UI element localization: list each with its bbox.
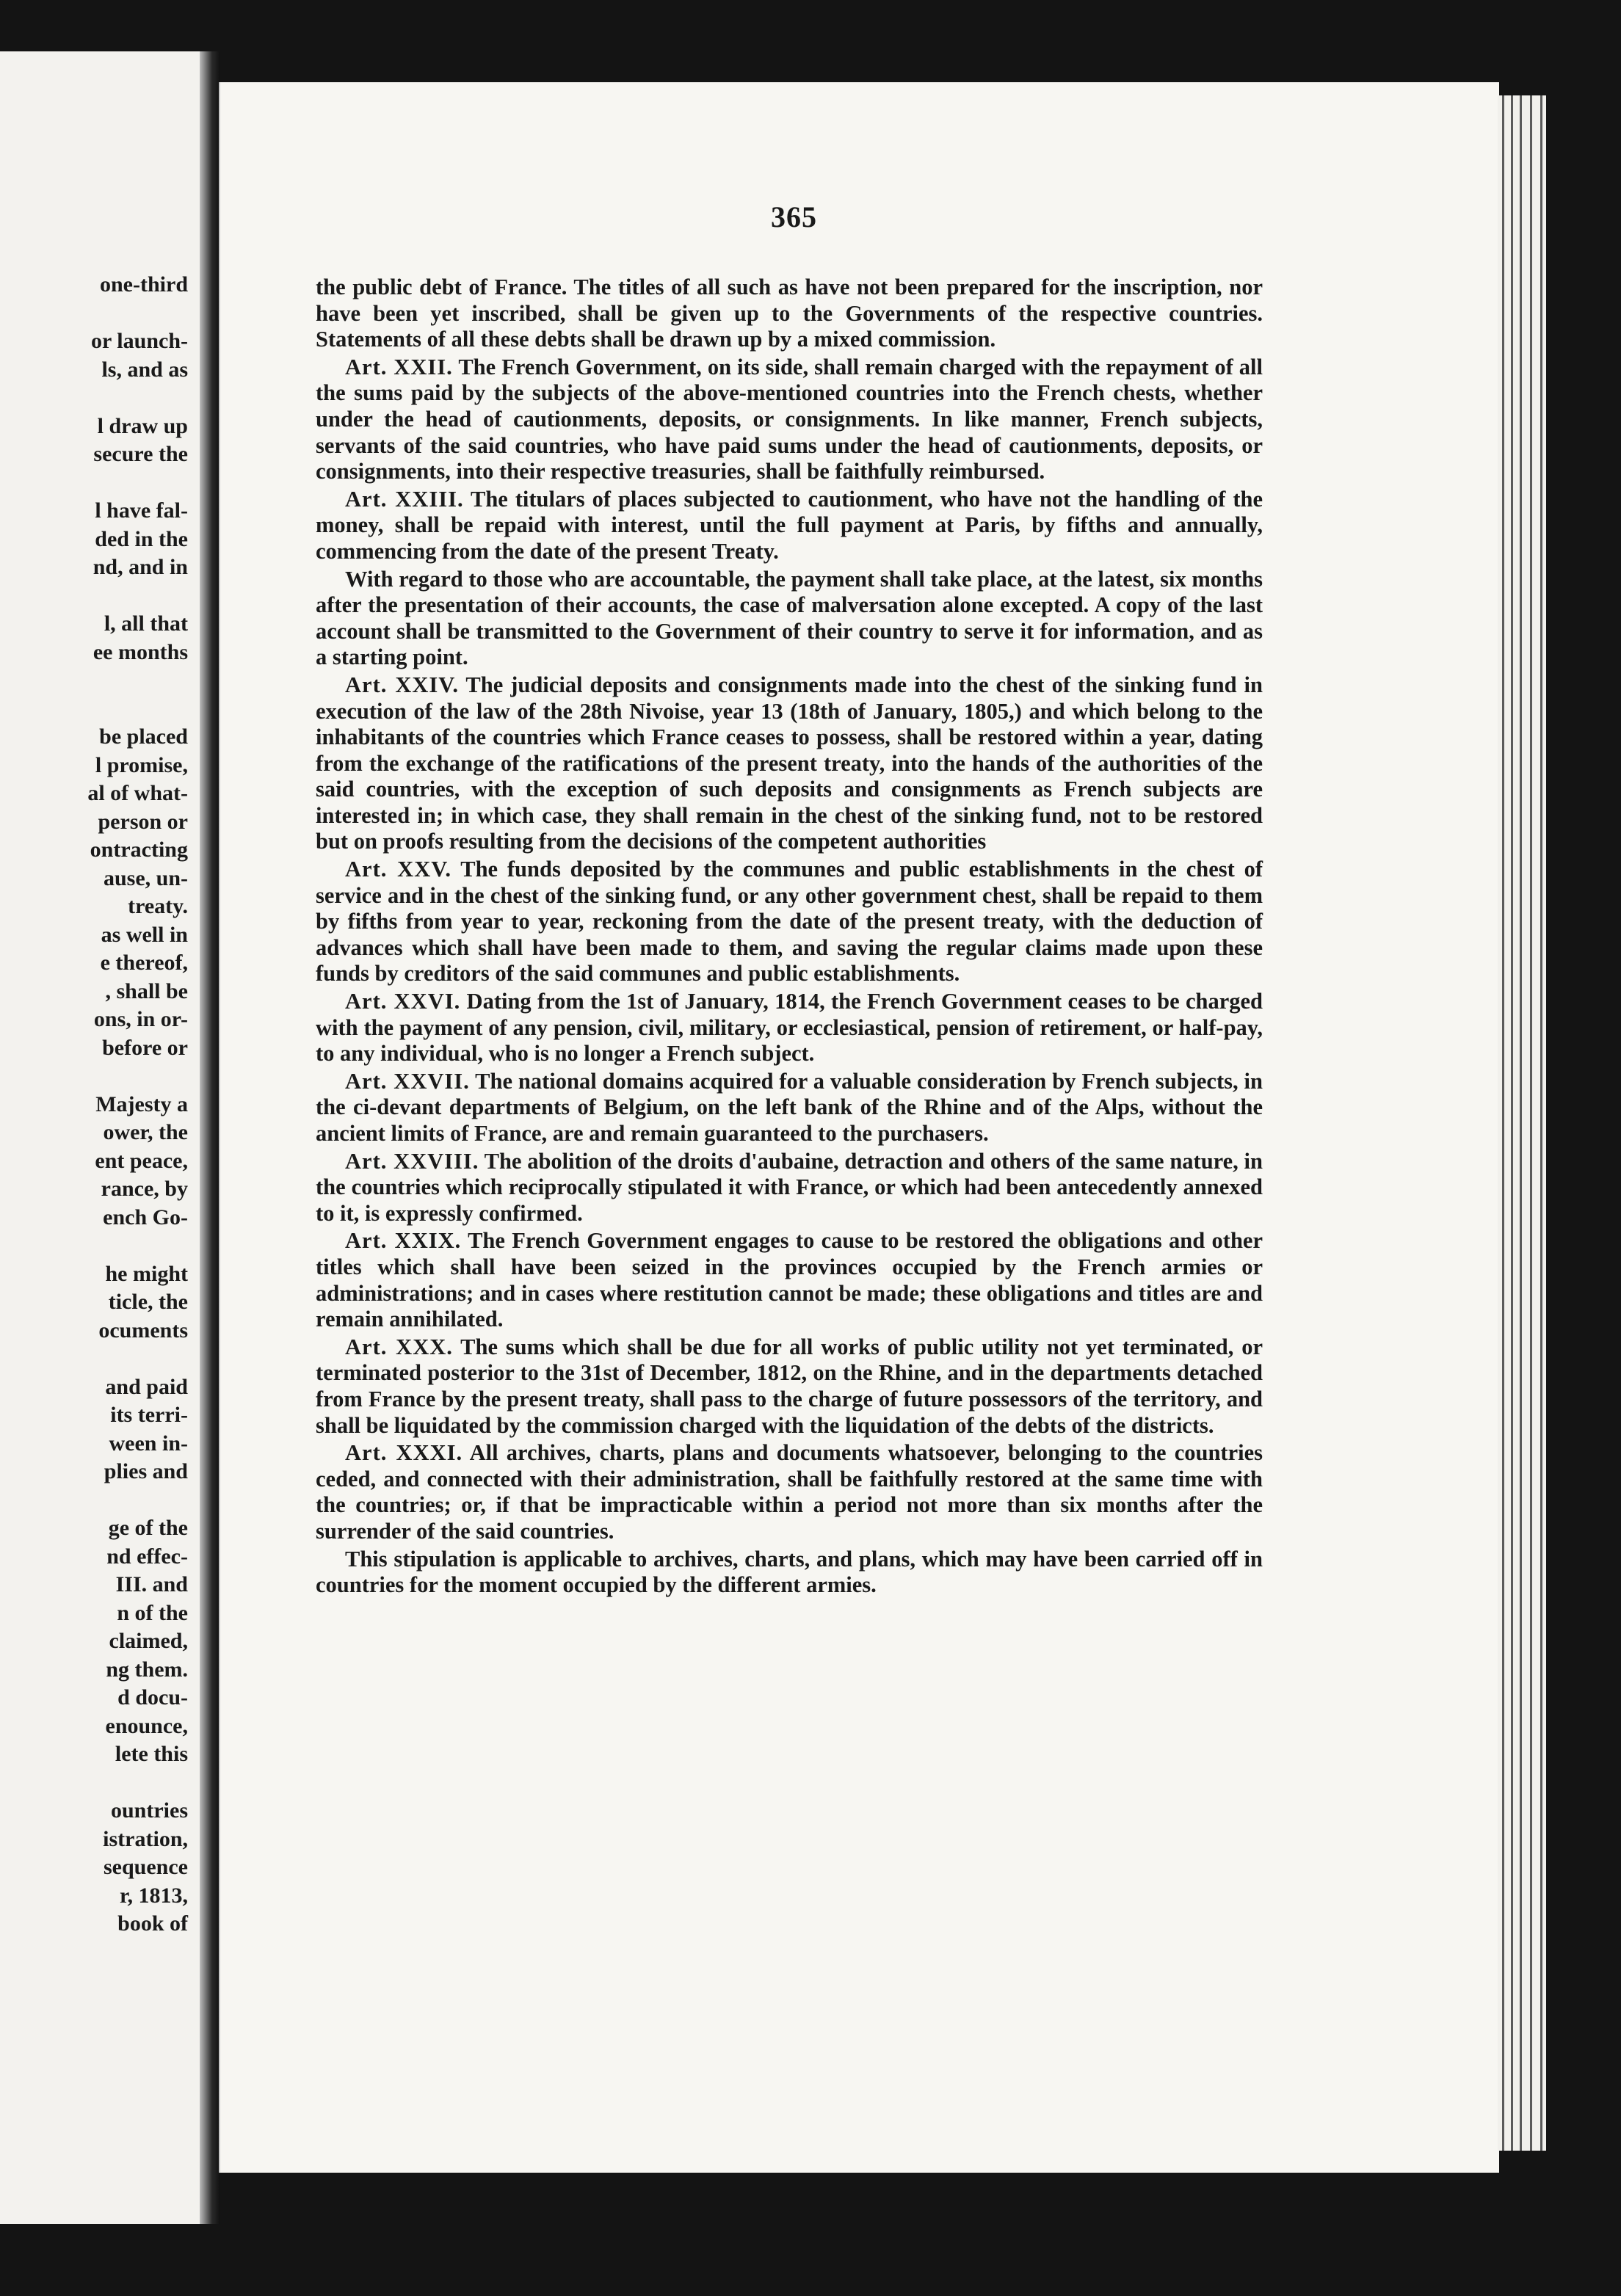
- page-edge-line: [1530, 95, 1532, 2151]
- article-text: This stipulation is applicable to archives, charts, and plans, which may have been carried off in countries for the moment occupied by the different armies.: [316, 1546, 1263, 1598]
- left-page-line: treaty.: [128, 894, 188, 918]
- page-number: 365: [771, 200, 817, 233]
- article-paragraph: [316, 1547, 1263, 1599]
- left-page-line: l, all that: [104, 611, 188, 636]
- article-paragraph: [316, 1069, 1263, 1147]
- article-text: With regard to those who are accountable, the payment shall take place, at the latest, six months after the presentation of their accounts, the case of malversation alone excepted. A copy of the last account shall be transmitted to the Government of their country to serve it for information, and as a starting point.: [316, 566, 1263, 670]
- left-page-line: ween in-: [109, 1431, 188, 1456]
- article-text: The funds deposited by the communes and public establishments in the chest of service and in the chest of the sinking fund, or any other government chest, shall be repaid to them by fifths from year to year, reckoning from the date of the present treaty, with the deduction of advances which shall have been made to them, and saving the regular claims made upon these funds by creditors of the said communes and public establishments.: [316, 857, 1263, 987]
- left-page-line: III. and: [115, 1572, 188, 1596]
- left-page-line: d docu-: [117, 1685, 188, 1710]
- article-paragraph: [316, 672, 1263, 855]
- left-page-line: one-third: [100, 272, 188, 297]
- left-page-line: before or: [102, 1035, 188, 1060]
- left-page-line: secure the: [93, 442, 188, 466]
- left-page-line: claimed,: [109, 1629, 188, 1653]
- left-page-line: ause, un-: [103, 865, 188, 890]
- left-page-line: ons, in or-: [93, 1007, 188, 1031]
- article-label: Art. XXIX.: [345, 1228, 462, 1254]
- article-text: The abolition of the droits d'aubaine, detraction and others of the same nature, in the countries which reciprocally stipulated it with France, or which had been antecedently annexed to it, is expressly confirmed.: [316, 1148, 1263, 1226]
- left-page-line: ng them.: [106, 1657, 188, 1682]
- article-paragraph: [316, 1149, 1263, 1227]
- article-label: Art. XXII.: [345, 354, 453, 379]
- article-paragraph: [316, 989, 1263, 1067]
- left-page-line: enounce,: [105, 1713, 188, 1738]
- left-page-line: ontracting: [90, 838, 188, 862]
- left-page-line: as well in: [101, 922, 188, 947]
- page-edge-line: [1511, 95, 1513, 2151]
- article-text: Dating from the 1st of January, 1814, the French Government ceases to be charged with the payment of any pension, civil, military, or ecclesiastical, pension of retirement, or half-pay, to any individual, who is no longer a French subject.: [316, 989, 1263, 1067]
- left-page-line: ded in the: [95, 526, 188, 551]
- left-page-line: he might: [105, 1261, 188, 1286]
- left-page-line: n of the: [117, 1600, 188, 1625]
- article-text: The national domains acquired for a valuable consideration by French subjects, in the ci-devant departments of Belgium, on the left bank of the Rhine and of the Alps, without the ancient limits of France, are and remain guaranteed to the purchasers.: [316, 1068, 1263, 1146]
- article-label: Art. XXXI.: [345, 1440, 463, 1466]
- article-label: Art. XXVII.: [345, 1068, 470, 1094]
- article-paragraph: [316, 487, 1263, 565]
- left-page-line: person or: [98, 809, 188, 834]
- page-edge-line: [1520, 95, 1522, 2151]
- left-page-line: r, 1813,: [119, 1883, 188, 1908]
- article-text: The judicial deposits and consignments made into the chest of the sinking fund in execution of the law of the 28th Nivoise, year 13 (18th of January, 1805,) and which belong to the inhabitants of the countries which France ceases to possess, shall be restored within a year, dating from the exchange of the ratifications of the present treaty, into the hands of the authorities of the said countries, with the exception of such deposits and consignments as French subjects are interested in; in which case, they shall remain in the chest of the sinking fund, not to be restored but on proofs resulting from the decisions of the competent authorities: [316, 672, 1263, 854]
- left-page-line: lete this: [115, 1742, 188, 1766]
- left-page-line: ountries: [111, 1798, 188, 1823]
- left-page-line: al of what-: [87, 781, 188, 805]
- page-edge-line: [1540, 95, 1542, 2151]
- left-page-line: ls, and as: [101, 357, 188, 382]
- book-gutter: [200, 51, 220, 2224]
- left-page-line: ower, the: [103, 1120, 188, 1144]
- left-page-line: ocuments: [98, 1318, 188, 1343]
- article-text: All archives, charts, plans and documents whatsoever, belonging to the countries ceded, and connected with their administration, shall be faithfully restored at the same time with the countries; or, if that be impracticable within a period not more than six months after the surrender of the said countries.: [316, 1440, 1263, 1544]
- left-page-line: sequence: [104, 1855, 188, 1879]
- article-paragraph: [316, 567, 1263, 671]
- left-page-line: its terri-: [110, 1403, 188, 1427]
- left-facing-page: [0, 51, 202, 2224]
- left-page-line: , shall be: [105, 978, 188, 1003]
- article-text: The titulars of places subjected to cautionment, who have not the handling of the money, shall be repaid with interest, until the full payment at Paris, by fifths and annually, commencing from the date of the present Treaty.: [316, 486, 1263, 564]
- article-label: Art. XXIV.: [345, 672, 459, 697]
- left-page-line: plies and: [104, 1459, 188, 1483]
- page-edge-line: [1502, 95, 1504, 2151]
- left-page-line: ticle, the: [108, 1290, 188, 1314]
- article-label: Art. XXIII.: [345, 486, 464, 512]
- article-text: The sums which shall be due for all works of public utility not yet terminated, or terminated posterior to the 31st of December, 1812, on the Rhine, and in the departments detached from France by the present treaty, shall pass to the charge of future possessors of the territory, and shall be liquidated by the commission charged with the liquidation of the debts of the districts.: [316, 1334, 1263, 1438]
- article-text: The French Government engages to cause to be restored the obligations and other titles which shall have been seized in the provinces occupied by the French armies or administrations; and in cases where restitution cannot be made; these obligations and titles are and remain annihilated.: [316, 1228, 1263, 1332]
- left-page-line: nd, and in: [93, 555, 188, 579]
- article-label: Art. XXVI.: [345, 989, 461, 1014]
- article-label: Art. XXV.: [345, 857, 452, 882]
- left-page-line: or launch-: [91, 329, 188, 353]
- left-page-line: l promise,: [95, 752, 188, 777]
- treaty-text: [316, 275, 1263, 1600]
- left-page-line: l draw up: [97, 413, 188, 438]
- left-page-line: rance, by: [101, 1177, 188, 1201]
- article-paragraph: [316, 1228, 1263, 1332]
- article-text: the public debt of France. The titles of all such as have not been prepared for the inscription, nor have been yet inscribed, shall be given up to the Governments of the respective countries. Statements of all these debts shall be drawn up by a mixed commission.: [316, 275, 1263, 352]
- left-page-line: ge of the: [108, 1516, 188, 1540]
- article-label: Art. XXVIII.: [345, 1148, 479, 1174]
- left-page-line: ent peace,: [95, 1148, 188, 1173]
- article-label: Art. XXX.: [345, 1334, 453, 1359]
- article-text: The French Government, on its side, shall remain charged with the repayment of all the sums paid by the subjects of the above-mentioned countries into the French chests, whether under the head of cautionments, deposits, or consignments. In like manner, French subjects, servants of the said countries, who have paid sums under the head of cautionments, deposits, or consignments, into their respective treasuries, shall be faithfully reimbursed.: [316, 354, 1263, 484]
- left-page-line: e thereof,: [100, 951, 188, 975]
- article-paragraph: [316, 275, 1263, 353]
- left-page-line: l have fal-: [95, 498, 188, 523]
- article-paragraph: [316, 1440, 1263, 1544]
- left-page-line: book of: [117, 1911, 188, 1936]
- left-page-line: nd effec-: [106, 1544, 188, 1569]
- article-paragraph: [316, 1334, 1263, 1439]
- page-stack-edges: [1498, 95, 1546, 2151]
- article-paragraph: [316, 355, 1263, 485]
- left-page-line: and paid: [105, 1374, 188, 1399]
- left-page-line: ee months: [93, 639, 188, 664]
- left-page-line: Majesty a: [95, 1091, 188, 1116]
- left-page-line: be placed: [99, 724, 188, 749]
- left-page-line: istration,: [103, 1826, 188, 1851]
- left-page-line: ench Go-: [103, 1205, 188, 1229]
- article-paragraph: [316, 857, 1263, 987]
